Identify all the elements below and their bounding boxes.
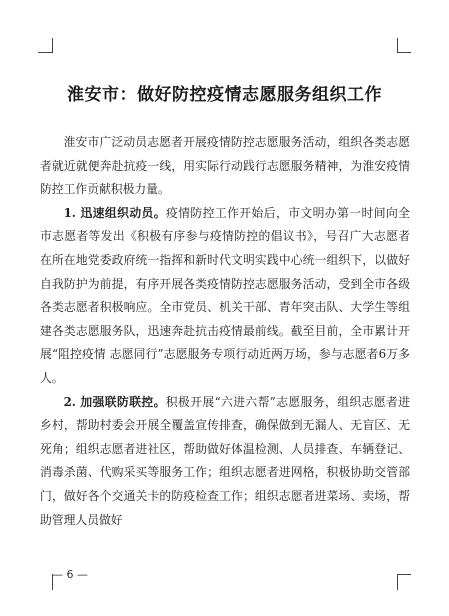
crop-mark-top-left-h xyxy=(38,52,52,53)
section-paragraph xyxy=(40,391,410,533)
document-body xyxy=(40,131,410,532)
section-paragraph xyxy=(40,202,410,391)
crop-mark-top-left-v xyxy=(52,38,53,53)
crop-mark-top-right-h xyxy=(397,52,411,53)
document-title: 淮安市：做好防控疫情志愿服务组织工作 xyxy=(67,85,382,105)
section-text: 疫情防控工作开始后，市文明办第一时间向全市志愿者等发出《积极有序参与疫情防控的倡议书》，号召广大志愿者在所在地党委政府统一指挥和新时代文明实践中心统一组织下，以做好自我防护为前提，有序开展各类疫情防控志愿服务活动，受到全市各级各类志愿者积极响应。全市党员、机关干部、青年突击队、大学生等组建各类志愿服务队，迅速奔赴抗击疫情最前线。截至目前，全市累计开展“阻控疫情 志愿同行”志愿服务专项行动近两万场，参与志愿者6万多人。 xyxy=(40,205,410,385)
intro-paragraph: 淮安市广泛动员志愿者开展疫情防控志愿服务活动，组织各类志愿者就近就便奔赴抗疫一线，用实际行动践行志愿服务精神，为淮安疫情防控工作贡献积极力量。 xyxy=(40,135,410,197)
section-heading: 1. 迅速组织动员。 xyxy=(63,205,166,220)
crop-mark-bottom-right-v xyxy=(397,574,398,590)
section-text: 积极开展“六进六帮”志愿服务，组织志愿者进乡村，帮助村委会开展全覆盖宣传排查，确保做到无漏人、无盲区、无死角；组织志愿者进社区，帮助做好体温检测、人员排查、车辆登记、消毒杀菌、代购采买等服务工作；组织志愿者进网格，积极协助交管部门，做好各个交通关卡的防疫检查工作；组织志愿者进菜场、卖场，帮助管理人员做好 xyxy=(40,394,410,527)
page-number: — 6 — xyxy=(52,568,88,581)
crop-mark-top-right-v xyxy=(397,38,398,53)
crop-mark-bottom-right-h xyxy=(397,574,411,575)
section-heading: 2. 加强联防联控。 xyxy=(63,394,166,409)
